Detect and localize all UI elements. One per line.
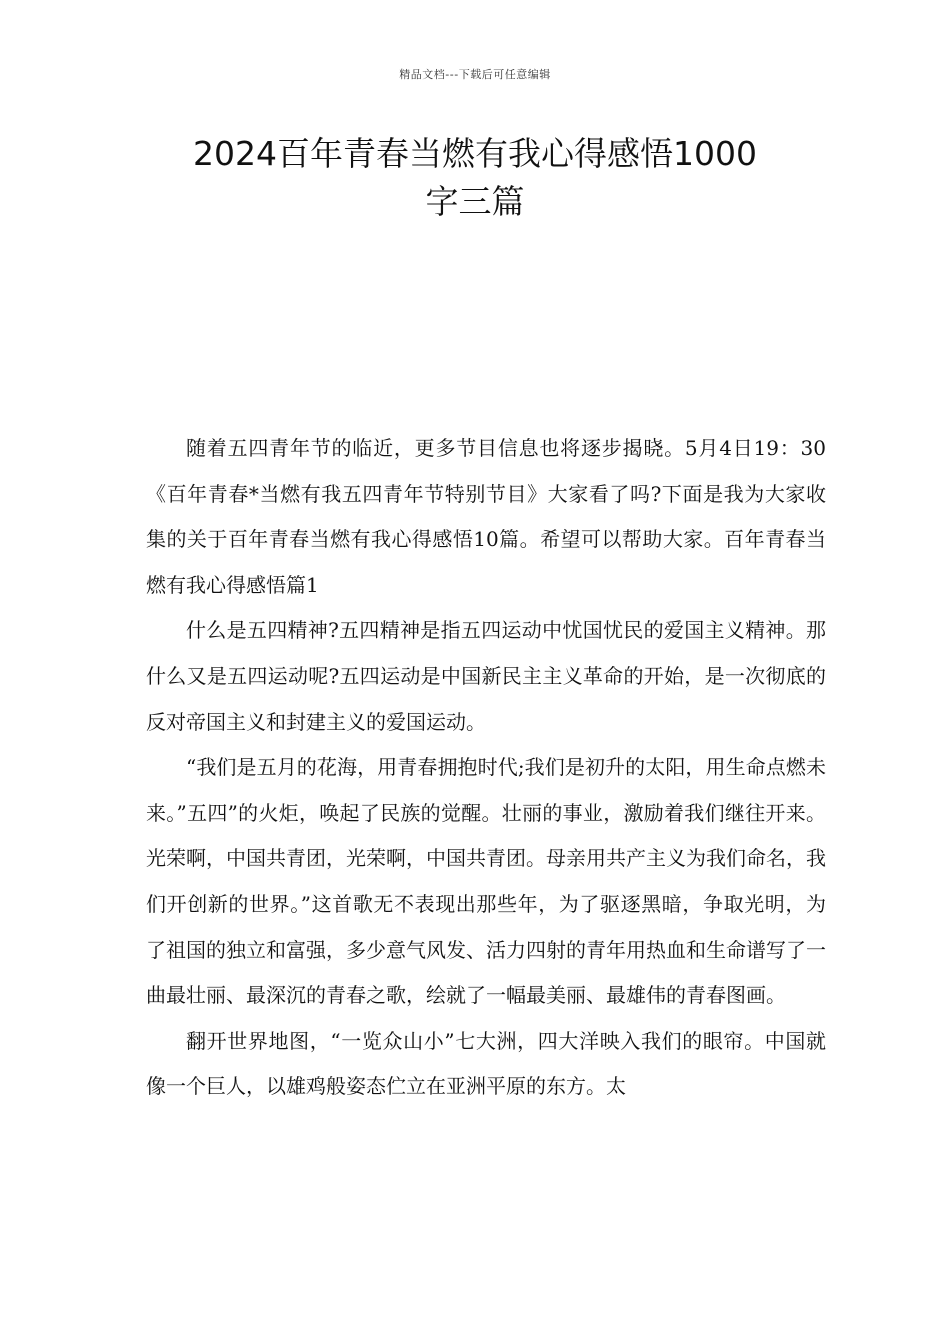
title-line-1: 2024百年青春当燃有我心得感悟1000 [193, 134, 757, 173]
title-line-2: 字三篇 [425, 182, 525, 221]
paragraph-2: 什么是五四精神?五四精神是指五四运动中忧国忧民的爱国主义精神。那什么又是五四运动呢?五四运动是中国新民主主义革命的开始，是一次彻底的反对帝国主义和封建主义的爱国运动。 [146, 618, 826, 734]
document-body [146, 426, 826, 1110]
document-title [140, 130, 810, 226]
paragraph-1: 随着五四青年节的临近，更多节目信息也将逐步揭晓。5月4日19：30《百年青春*当燃有我五四青年节特别节目》大家看了吗?下面是我为大家收集的关于百年青春当燃有我心得感悟10篇。希望可以帮助大家。百年青春当燃有我心得感悟篇1 [146, 436, 826, 597]
header-note: 精品文档---下载后可任意编辑 [399, 68, 551, 81]
paragraph-3: “我们是五月的花海，用青春拥抱时代;我们是初升的太阳，用生命点燃未来。”五四”的火炬，唤起了民族的觉醒。壮丽的事业，激励着我们继往开来。光荣啊，中国共青团，光荣啊，中国共青团。母亲用共产主义为我们命名，我们开创新的世界。”这首歌无不表现出那些年，为了驱逐黑暗，争取光明，为了祖国的独立和富强，多少意气风发、活力四射的青年用热血和生命谱写了一曲最壮丽、最深沉的青春之歌，绘就了一幅最美丽、最雄伟的青春图画。 [146, 755, 826, 1008]
paragraph-4: 翻开世界地图，“一览众山小”七大洲，四大洋映入我们的眼帘。中国就像一个巨人，以雄鸡般姿态伫立在亚洲平原的东方。太 [146, 1028, 826, 1099]
